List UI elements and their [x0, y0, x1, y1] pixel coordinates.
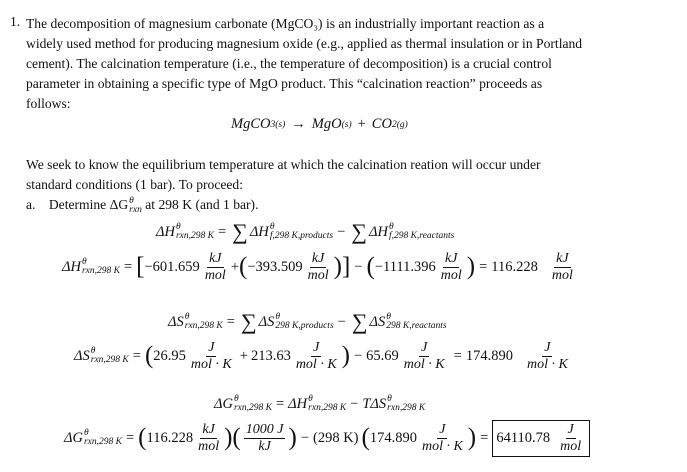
dg-numeric-lhs: ΔG [64, 429, 83, 446]
dg-general-t1-sub: rxn,298 K [308, 403, 347, 413]
reaction-arrow: → [291, 116, 306, 132]
ds-result-unit-den: mol · K [526, 356, 568, 372]
ds-numeric-equation: ΔS θ rxn,298 K = ( 26.95 $\frac{J}{\text{mol · K}}$ + 213.63 $\frac{J}{\text{mol · K}}$ ) − 65.69 $\frac{J}{\text{mol · K}}$ = 174.890 $\frac{J}{\text{mol · K}}$ [74, 339, 568, 372]
dg-general-t2-sup: θ [387, 394, 392, 404]
reaction-plus: + [357, 116, 366, 132]
dh-general-t1-sup: θ [269, 222, 275, 232]
dg-unit-den-2: mol · K [421, 438, 463, 454]
dg-temperature: (298 K) [312, 429, 359, 446]
ds-general-t1-sub: 298 K,products [275, 321, 334, 331]
dg-general-lhs: ΔG [214, 395, 233, 412]
dg-general-t1-sup: θ [308, 394, 313, 404]
dh-value-3: −1111.396 [374, 258, 436, 275]
ds-general-equation: ΔS θ rxn,298 K = ∑ ΔS θ 298 K,products − ∑ ΔS θ 298 K,reactants [168, 309, 447, 334]
intro-line-4: parameter in obtaining a specific type of MgO product. This “calcination reaction” proceeds as [26, 76, 543, 91]
dg-value-2: 174.890 [369, 429, 417, 446]
dh-numeric-equation: ΔH θ rxn,298 K = [ −601.659 $\frac{kJ}{\text{mol}}$ + ( −393.509 $\frac{kJ}{\text{mol}}$ )] − ( −1111.396 $\frac{kJ}{\text{mol}}$ ) = 116.228 $\frac{kJ}{\text{mol}}$ [62, 250, 573, 283]
ds-general-t1-sup: θ [275, 312, 281, 322]
ds-value-3: 65.69 [366, 347, 399, 364]
para2-line-2: standard conditions (1 bar). To proceed: [26, 177, 243, 192]
dg-conv-num: 1000 J [245, 421, 284, 437]
dg-numeric-lhs-sup: θ [83, 428, 89, 438]
dh-value-1: −601.659 [144, 258, 200, 275]
intro-line-3: cement). The calcination temperature (i.e., the temperature of decomposition) is a crucial control [26, 56, 552, 71]
ds-general-t2: ΔS [369, 313, 386, 330]
dh-general-t2-sup: θ [388, 222, 394, 232]
dg-value-1: 116.228 [146, 429, 194, 446]
dh-unit-num-3: kJ [445, 250, 458, 266]
dg-general-lhs-sup: θ [233, 394, 239, 404]
product1-formula: MgO [311, 116, 342, 132]
ds-unit-num-2: J [313, 339, 320, 355]
dg-result: 64110.78 [496, 429, 551, 446]
dg-unit-den-1: mol [198, 438, 220, 454]
dh-general-t1: ΔH [249, 223, 269, 240]
dg-general-t1: ΔH [288, 395, 308, 412]
ds-general-t2-sub: 298 K,reactants [386, 321, 447, 331]
dh-general-lhs-sup: θ [175, 222, 181, 232]
ds-general-lhs: ΔS [168, 313, 184, 330]
dh-unit-den-1: mol [204, 267, 226, 283]
product1-state: (s) [341, 119, 352, 130]
dh-unit-den-3: mol [440, 267, 462, 283]
ds-general-lhs-sup: θ [184, 312, 190, 322]
dg-conv-den: kJ [258, 438, 271, 454]
dg-unit-num-2: J [439, 421, 446, 437]
ds-result: 174.890 [465, 347, 513, 364]
reaction-equation [231, 116, 408, 133]
dh-result-unit-num: kJ [556, 250, 569, 266]
ds-unit-den-1: mol · K [190, 356, 232, 372]
intro-line-2: widely used method for producing magnesium oxide (e.g., applied as thermal insulation or in Portland [26, 36, 583, 51]
dg-general-t2-sub: rxn,298 K [387, 403, 426, 413]
ds-general-t1: ΔS [258, 313, 275, 330]
product2-formula: CO [371, 116, 392, 132]
ds-unit-den-2: mol · K [295, 356, 337, 372]
dh-general-lhs-sub: rxn,298 K [175, 231, 214, 241]
dg-result-box [492, 420, 590, 457]
dh-unit-num-2: kJ [311, 250, 325, 266]
dh-numeric-lhs-sup: θ [81, 257, 87, 267]
ds-value-1: 26.95 [153, 347, 186, 364]
ds-unit-den-3: mol · K [403, 356, 445, 372]
part-a-sub: rxn [129, 204, 142, 215]
ds-numeric-lhs: ΔS [74, 347, 90, 364]
dg-numeric-lhs-sub: rxn,298 K [83, 437, 122, 447]
ds-result-unit-num: J [544, 339, 551, 355]
dg-general-lhs-sub: rxn,298 K [233, 403, 272, 413]
part-a-text-after: at 298 K (and 1 bar). [141, 197, 259, 212]
part-a-label: a. [26, 197, 36, 212]
dg-general-t2: TΔS [362, 395, 387, 412]
dg-result-unit-den: mol [560, 438, 582, 454]
dg-numeric-equation: ΔG θ rxn,298 K = ( 116.228 $\frac{kJ}{\text{mol}}$ )( $\frac{1000 J}{kJ}$ ) − (298 K) ( 174.890 $\frac{J}{\text{mol · K}}$ ) = 64110.78 $\frac{J}{\text{mol}}$ [64, 418, 590, 458]
part-a-text-before: Determine ΔG [48, 197, 129, 212]
reactant-state: 3(s) [270, 119, 286, 130]
ds-numeric-lhs-sup: θ [90, 346, 96, 356]
ds-unit-num-1: J [208, 339, 215, 355]
ds-numeric-lhs-sub: rxn,298 K [90, 355, 129, 365]
ds-unit-num-3: J [421, 339, 428, 355]
dg-result-unit-num: J [567, 421, 574, 437]
product2-state: 2(g) [391, 119, 408, 130]
ds-general-t2-sup: θ [386, 312, 391, 322]
para2-line-1: We seek to know the equilibrium temperature at which the calcination reation will occur under [26, 157, 541, 172]
dg-unit-num-1: kJ [202, 421, 215, 437]
dh-general-t1-sub: f,298 K,products [269, 231, 334, 241]
dh-general-lhs: ΔH [156, 223, 175, 240]
dg-general-equation: ΔG θ rxn,298 K = ΔH θ rxn,298 K − TΔS θ rxn,298 K [214, 394, 426, 413]
dh-numeric-lhs: ΔH [62, 258, 81, 275]
part-a-sup: θ [129, 195, 134, 206]
ds-general-lhs-sub: rxn,298 K [184, 321, 223, 331]
dh-general-t2: ΔH [368, 223, 388, 240]
dh-result: 116.228 [491, 258, 538, 275]
dh-unit-den-2: mol [307, 267, 329, 283]
dh-value-2: −393.509 [247, 258, 303, 275]
reactant-formula: MgCO [231, 116, 271, 132]
intro-line-1: The decomposition of magnesium carbonate (MgCO₃) is an industrially important reaction as a [26, 16, 545, 31]
ds-value-2: 213.63 [250, 347, 291, 364]
dh-general-t2-sub: f,298 K,reactants [388, 231, 455, 241]
dh-numeric-lhs-sub: rxn,298 K [81, 266, 120, 276]
dh-general-equation: ΔH θ rxn,298 K = ∑ ΔH θ f,298 K,products − ∑ ΔH θ f,298 K,reactants [156, 219, 455, 244]
dh-result-unit-den: mol [551, 267, 573, 283]
intro-line-5: follows: [26, 96, 71, 111]
problem-number: 1. [10, 14, 21, 29]
dh-unit-num-1: kJ [209, 250, 222, 266]
part-a-line [26, 195, 259, 215]
